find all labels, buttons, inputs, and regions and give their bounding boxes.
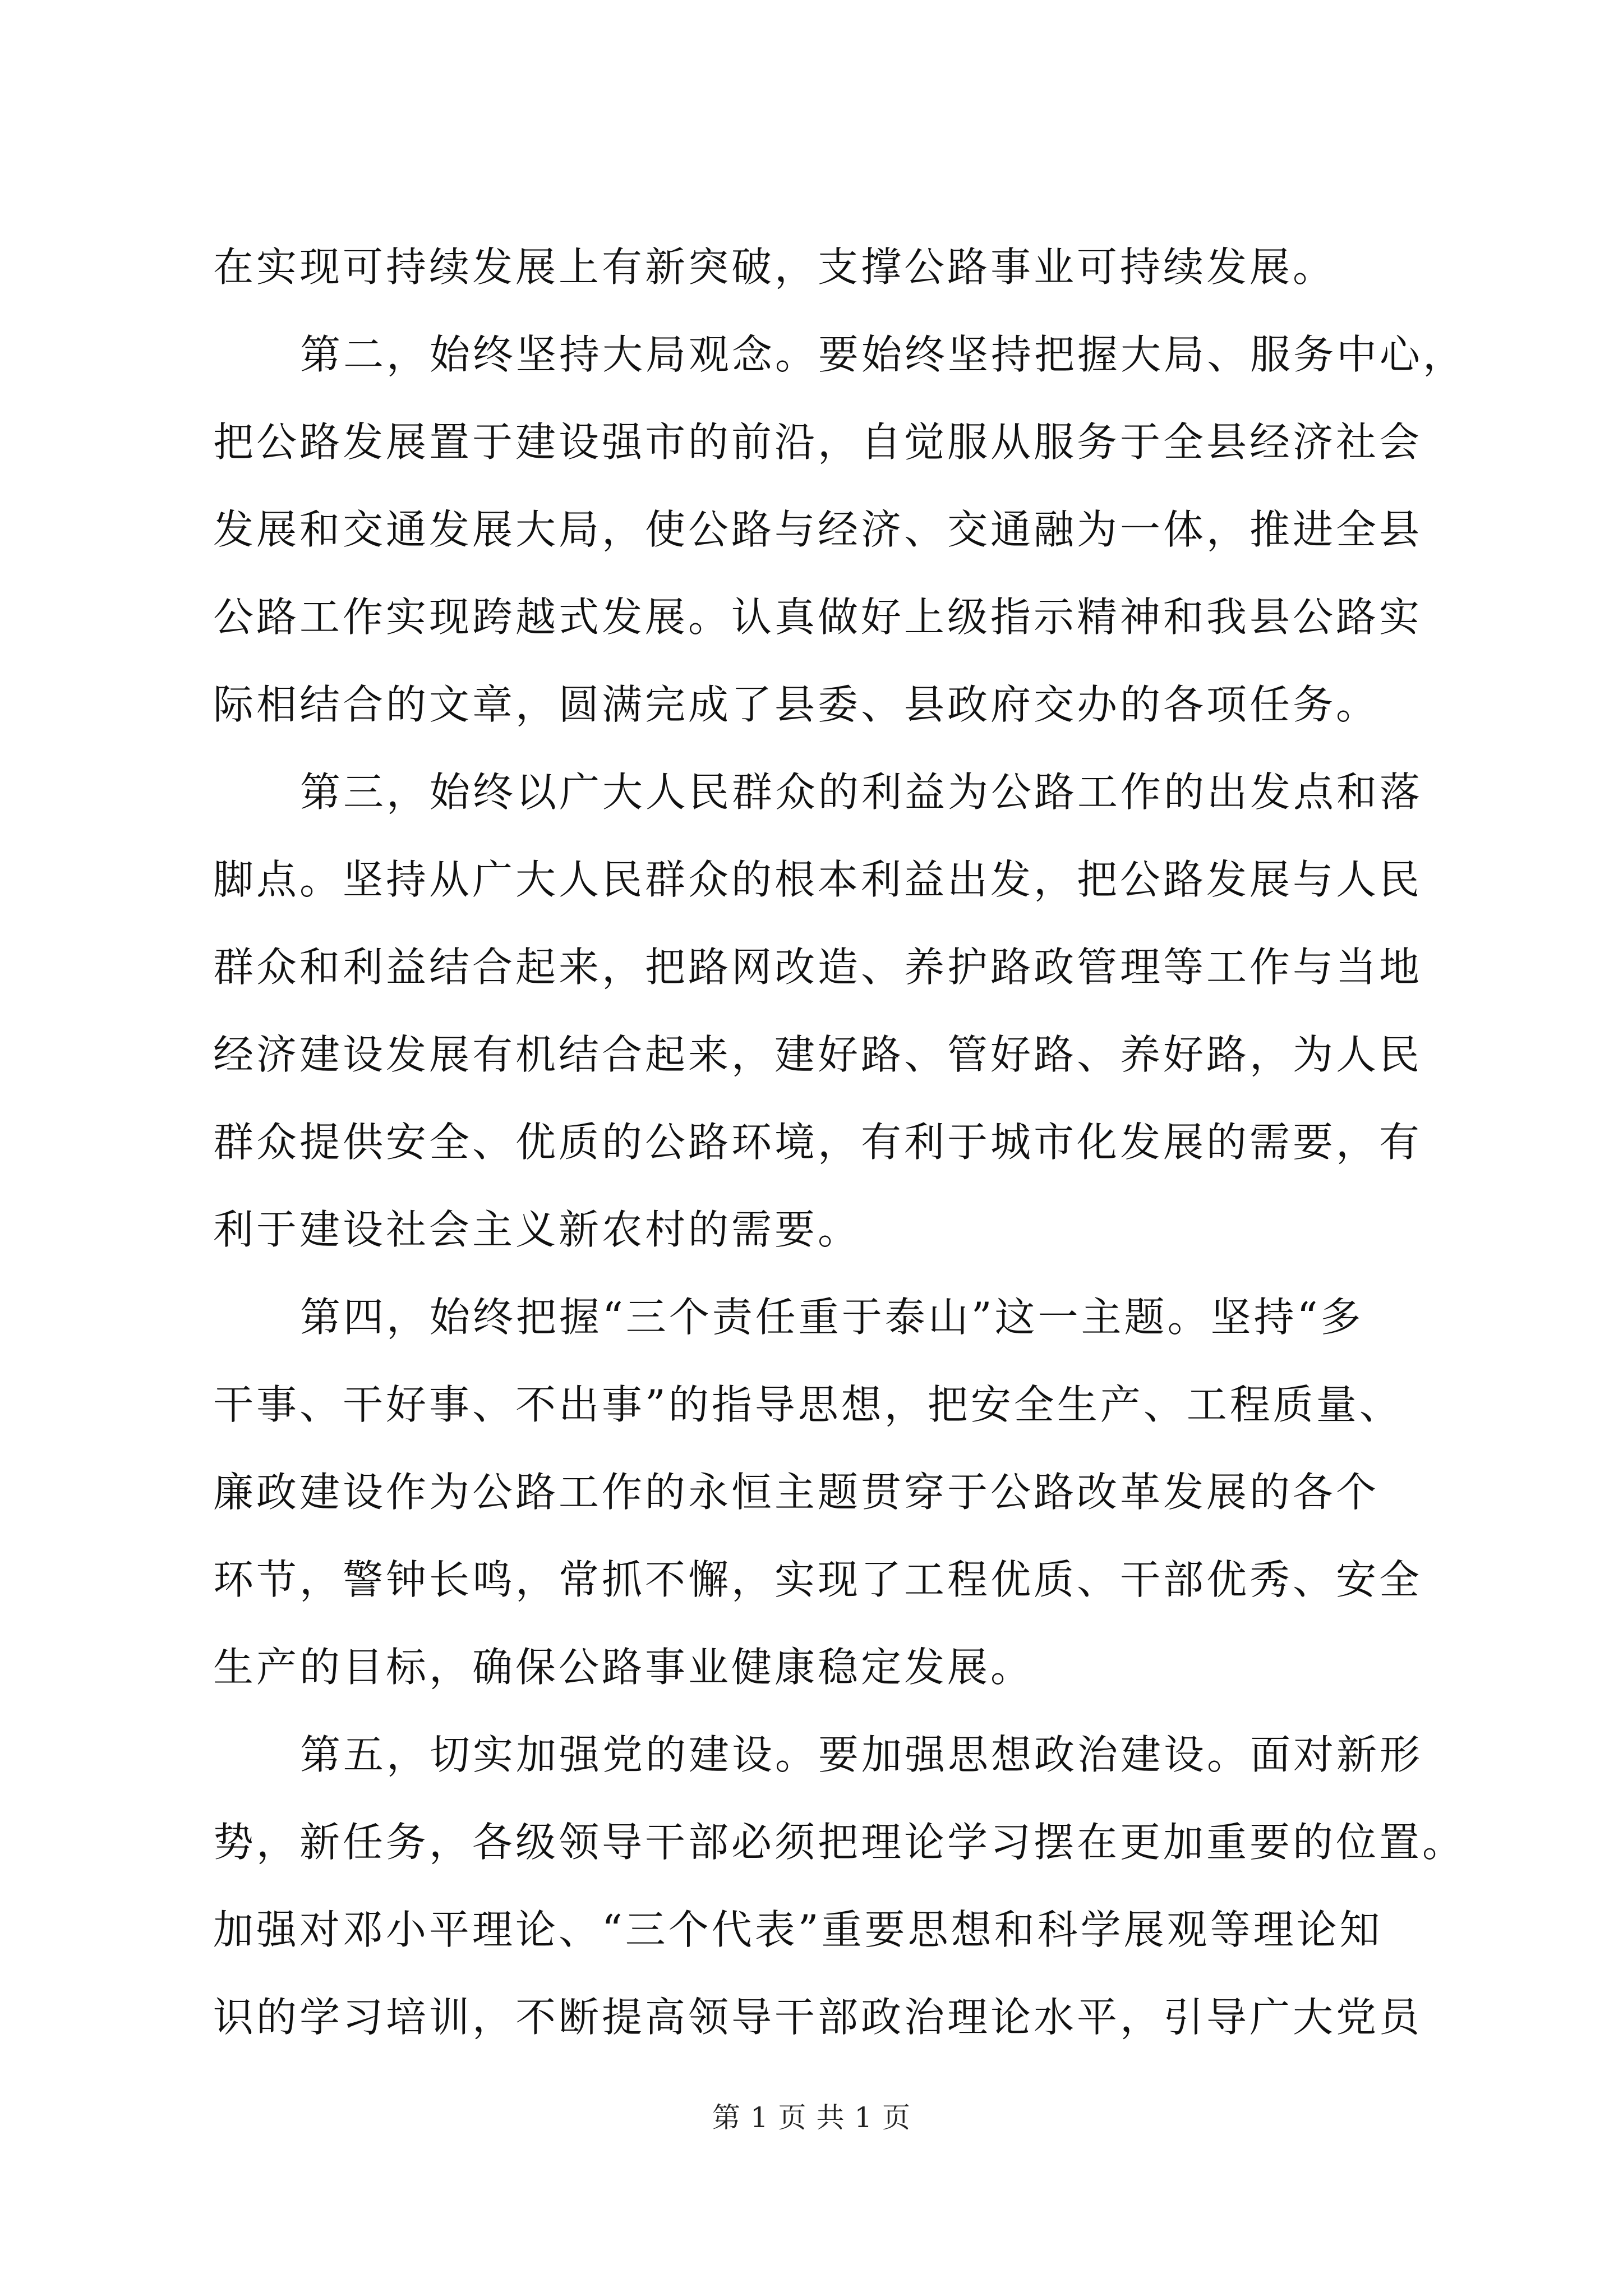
text-line: 势，新任务，各级领导干部必须把理论学习摆在更加重要的位置。 xyxy=(213,1819,1466,1866)
text-line: 群众和利益结合起来，把路网改造、养护路政管理等工作与当地 xyxy=(213,944,1423,991)
text-line: 公路工作实现跨越式发展。认真做好上级指示精神和我县公路实 xyxy=(213,593,1423,641)
page-footer xyxy=(0,2098,1623,2137)
page-number-label: 第 1 页 共 1 页 xyxy=(712,2101,911,2134)
text-line: 干事、干好事、不出事”的指导思想，把安全生产、工程质量、 xyxy=(213,1381,1403,1428)
text-line: 经济建设发展有机结合起来，建好路、管好路、养好路，为人民 xyxy=(213,1031,1423,1078)
text-line: 发展和交通发展大局，使公路与经济、交通融为一体，推进全县 xyxy=(213,506,1423,553)
text-line: 群众提供安全、优质的公路环境，有利于城市化发展的需要，有 xyxy=(213,1119,1423,1166)
text-line: 际相结合的文章，圆满完成了县委、县政府交办的各项任务。 xyxy=(213,681,1380,728)
text-line: 识的学习培训，不断提高领导干部政治理论水平，引导广大党员 xyxy=(213,1994,1423,2041)
text-line: 在实现可持续发展上有新突破，支撑公路事业可持续发展。 xyxy=(213,243,1336,291)
text-line: 生产的目标，确保公路事业健康稳定发展。 xyxy=(213,1644,1034,1691)
paragraph-start-line: 第二，始终坚持大局观念。要始终坚持把握大局、服务中心， xyxy=(300,331,1467,378)
text-line: 加强对邓小平理论、“三个代表”重要思想和科学展观等理论知 xyxy=(213,1906,1383,1953)
document-body xyxy=(213,223,1467,2061)
paragraph-start-line: 第四，始终把握“三个责任重于泰山”这一主题。坚持“多 xyxy=(300,1294,1364,1341)
paragraph-start-line: 第三，始终以广大人民群众的利益为公路工作的出发点和落 xyxy=(300,769,1423,816)
text-line: 脚点。坚持从广大人民群众的根本利益出发，把公路发展与人民 xyxy=(213,856,1423,903)
text-line: 廉政建设作为公路工作的永恒主题贯穿于公路改革发展的各个 xyxy=(213,1469,1380,1516)
text-line: 利于建设社会主义新农村的需要。 xyxy=(213,1206,861,1253)
text-line: 环节，警钟长鸣，常抓不懈，实现了工程优质、干部优秀、安全 xyxy=(213,1556,1423,1603)
text-line: 把公路发展置于建设强市的前沿，自觉服从服务于全县经济社会 xyxy=(213,418,1423,466)
paragraph-start-line: 第五，切实加强党的建设。要加强思想政治建设。面对新形 xyxy=(300,1731,1423,1778)
